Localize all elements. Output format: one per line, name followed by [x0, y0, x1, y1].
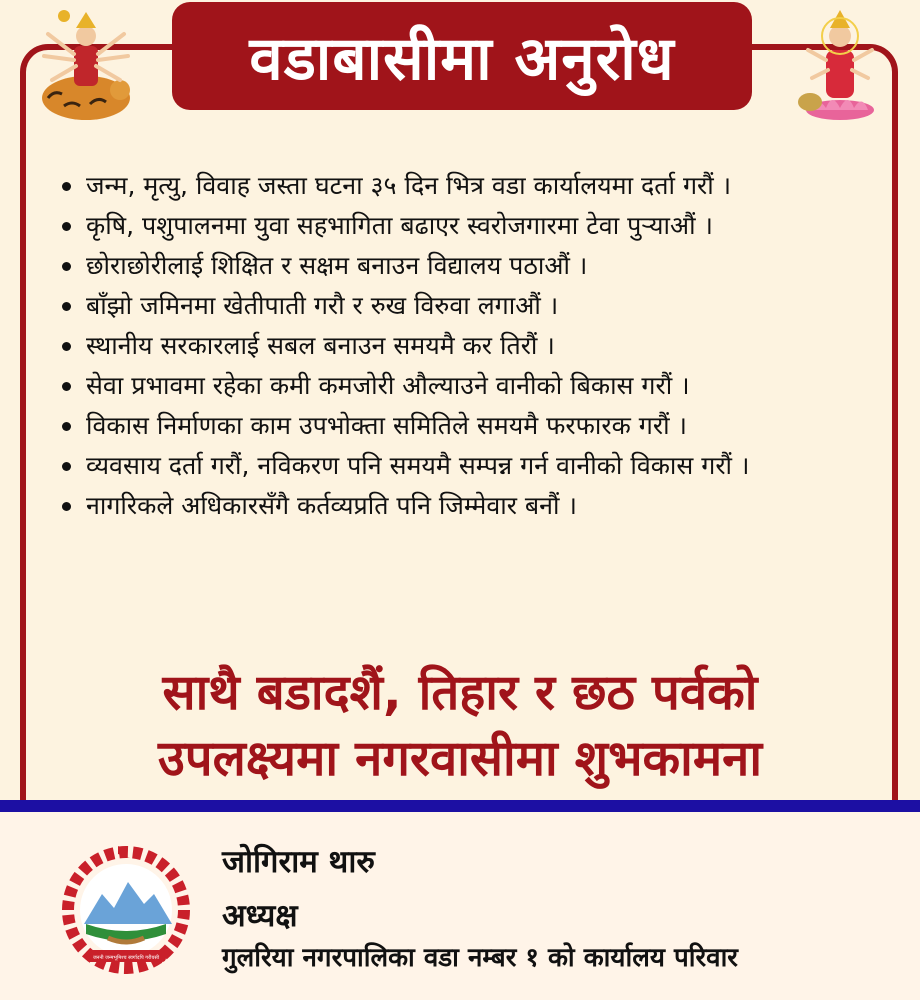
page-title: वडाबासीमा अनुरोध: [249, 24, 675, 94]
bullet-icon: [62, 262, 71, 271]
signatory-name: जोगिराम थारु: [222, 844, 375, 880]
bullet-icon: [62, 502, 71, 511]
list-item: [56, 246, 886, 286]
list-item-text: विकास निर्माणका काम उपभोक्ता समितिले समयमै फरफारक गरौं ।: [86, 411, 687, 440]
list-item: [56, 406, 886, 446]
list-item: [56, 366, 886, 406]
durga-deity-icon: [34, 6, 134, 126]
list-item: [56, 446, 886, 486]
emblem-motto: जननी जन्मभूमिश्च स्वर्गादपि गरीयसी: [92, 955, 160, 961]
bullet-icon: [62, 222, 71, 231]
bullet-icon: [62, 182, 71, 191]
list-item-text: सेवा प्रभावमा रहेका कमी कमजोरी औल्याउने वानीको बिकास गरौं ।: [86, 371, 690, 400]
list-item-text: छोराछोरीलाई शिक्षित र सक्षम बनाउन विद्यालय पठाऔं ।: [86, 251, 588, 280]
list-item-text: कृषि, पशुपालनमा युवा सहभागिता बढाएर स्वरोजगारमा टेवा पुऱ्याऔं ।: [86, 211, 713, 240]
office-name: गुलरिया नगरपालिका वडा नम्बर १ को कार्यालय परिवार: [222, 943, 738, 973]
greeting-line-2: उपलक्ष्यमा नगरवासीमा शुभकामना: [157, 730, 763, 787]
title-banner: [172, 2, 752, 110]
list-item-text: जन्म, मृत्यु, विवाह जस्ता घटना ३५ दिन भित्र वडा कार्यालयमा दर्ता गरौं ।: [86, 171, 732, 200]
signatory-role: अध्यक्ष: [222, 898, 298, 934]
bullet-icon: [62, 462, 71, 471]
festival-greeting: [30, 660, 890, 792]
divider-band: [0, 800, 920, 812]
list-item-text: नागरिकले अधिकारसँगै कर्तव्यप्रति पनि जिम्मेवार बनौं ।: [86, 491, 577, 520]
bullet-icon: [62, 422, 71, 431]
list-item-text: बाँझो जमिनमा खेतीपाती गरौ र रुख विरुवा लगाऔं ।: [86, 291, 559, 320]
list-item: [56, 206, 886, 246]
list-item: [56, 486, 886, 526]
request-list: [56, 166, 886, 526]
greeting-line-1: साथै बडादशैं, तिहार र छठ पर्वको: [162, 664, 758, 721]
laxmi-deity-icon: [790, 6, 890, 126]
list-item-text: स्थानीय सरकारलाई सबल बनाउन समयमै कर तिरौं ।: [86, 331, 555, 360]
bullet-icon: [62, 302, 71, 311]
signature-footer: [0, 812, 920, 1000]
bullet-icon: [62, 342, 71, 351]
list-item: [56, 286, 886, 326]
list-item-text: व्यवसाय दर्ता गरौं, नविकरण पनि समयमै सम्पन्न गर्न वानीको विकास गरौं ।: [86, 451, 750, 480]
list-item: [56, 166, 886, 206]
nepal-government-emblem-icon: [58, 844, 194, 974]
bullet-icon: [62, 382, 71, 391]
list-item: [56, 326, 886, 366]
